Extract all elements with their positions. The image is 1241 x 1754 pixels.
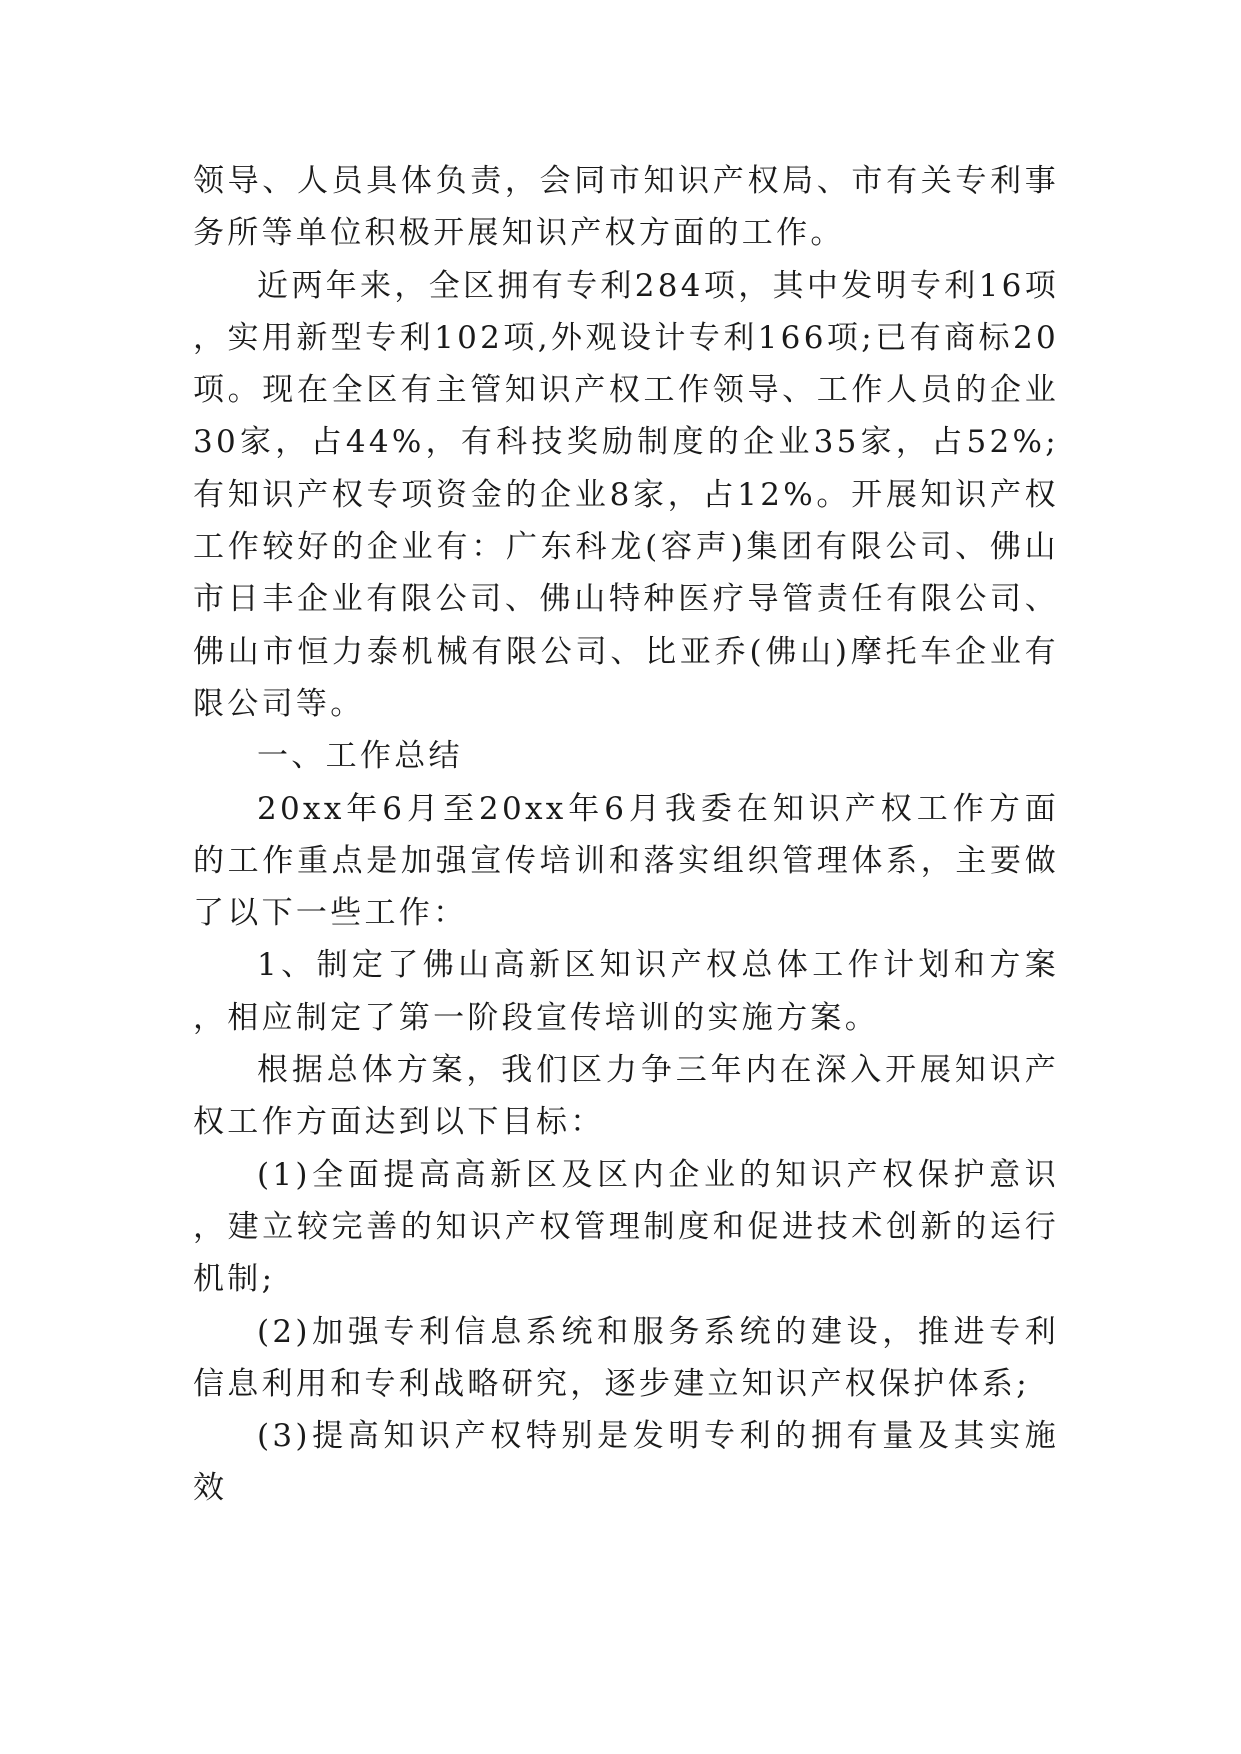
section-heading-work-summary: 一、工作总结	[257, 738, 463, 775]
paragraph-work-focus: 20xx年6月至20xx年6月我委在知识产权工作方面的工作重点是加强宣传培训和落实组织管理体系，主要做了以下一些工作：	[193, 790, 1059, 932]
paragraph-item-1: 1、制定了佛山高新区知识产权总体工作计划和方案，相应制定了第一阶段宣传培训的实施方案。	[193, 947, 1059, 1036]
paragraph-goal-3: (3)提高知识产权特别是发明专利的拥有量及其实施效	[193, 1418, 1059, 1507]
paragraph-goals-intro: 根据总体方案，我们区力争三年内在深入开展知识产权工作方面达到以下目标：	[193, 1052, 1059, 1141]
paragraph-goal-2: (2)加强专利信息系统和服务系统的建设，推进专利信息利用和专利战略研究，逐步建立知识产权保护体系;	[193, 1313, 1059, 1402]
paragraph-continuation: 领导、人员具体负责，会同市知识产权局、市有关专利事务所等单位积极开展知识产权方面的工作。	[193, 163, 1059, 252]
paragraph-patent-statistics: 近两年来，全区拥有专利284项，其中发明专利16项，实用新型专利102项,外观设计专利166项;已有商标20项。现在全区有主管知识产权工作领导、工作人员的企业30家，占44%，有科技奖励制度的企业35家，占52%;有知识产权专项资金的企业8家，占12%。开展知识产权工作较好的企业有：广东科龙(容声)集团有限公司、佛山市日丰企业有限公司、佛山特种医疗导管责任有限公司、佛山市恒力泰机械有限公司、比亚乔(佛山)摩托车企业有限公司等。	[193, 267, 1059, 722]
paragraph-goal-1: (1)全面提高高新区及区内企业的知识产权保护意识，建立较完善的知识产权管理制度和促进技术创新的运行机制;	[193, 1156, 1059, 1298]
document-page	[193, 155, 1059, 1515]
